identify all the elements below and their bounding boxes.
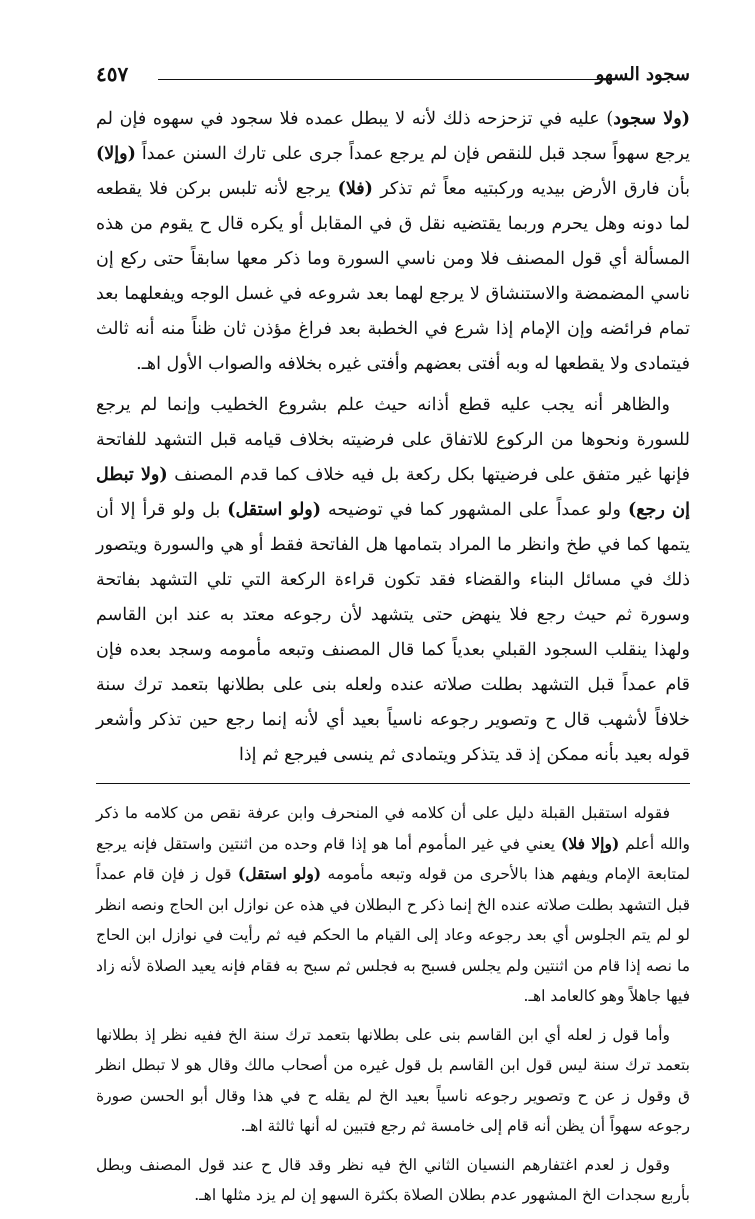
text-run: ) عليه في تزحزحه ذلك لأنه لا يبطل عمده فلا سجود في سهوه فإن لم يرجع سهواً سجد قبل للنقص فإن لم يرجع عمداً جرى على تارك السنن عمداً	[96, 109, 690, 164]
text-run: بل ولو قرأ إلا أن يتمها كما في طخ وانظر ما المراد بتمامها هل الفاتحة فقط أو هي والسورة ويتصور ذلك في مسائل البناء والقضاء فقد تكون قراءة الركعة التي تلي التشهد بفاتحة وسورة ثم حيث رجع فلا ينهض حتى يتشهد لأن رجوعه معتد به عند ابن القاسم ولهذا ينقلب السجود القبلي بعدياً كما قال المصنف وتبعه مأمومه وسجد بعده فإن قام عمداً قبل التشهد بطلت صلاته عنده ولعله بنى على بطلانها بتعمد ترك سنة خلافاً لأشهب قال ح وتصوير رجوعه ناسياً بعيد أي لأنه إنما رجع حين تذكر وأشعر قوله بعيد بأنه ممكن إذ قد يتذكر ويتمادى ثم ينسى فيرجع ثم إذا	[96, 500, 690, 765]
main-paragraph-2	[96, 388, 690, 773]
page	[96, 64, 690, 1219]
footnote-divider	[96, 783, 690, 784]
highlight-term: (فلا)	[337, 179, 373, 199]
highlight-term: (ولو استقل)	[227, 500, 322, 520]
text-run: بأن فارق الأرض بيديه وركبتيه معاً ثم تذكر	[372, 179, 690, 199]
notes-section	[96, 798, 690, 1211]
text-run: يرجع لأنه تلبس بركن فلا يقطعه لما دونه وهل يحرم وربما يقتضيه نقل ق في المقابل أو يكره قال ح يقوم من هذه المسألة أي قول المصنف فلا ومن ناسي السورة وما ذكر معها سابقاً حتى ركع إن ناسي المضمضة والاستنشاق لا يرجع لهما بعد شروعه في غسل الوجه ويفعلهما بعد تمام فرائضه وإن الإمام إذا شرع في الخطبة بعد فراغ مؤذن ثان ظناً منه أنه ثالث فيتمادى ولا يقطعها له وبه أفتى بعضهم وأفتى غيره بخلافه والصواب الأول اهـ.	[96, 179, 690, 374]
text-run: قول ز فإن قام عمداً قبل التشهد بطلت صلاته عنده الخ إنما ذكر ح البطلان في هذه عن نوازل ابن الحاج ونصه انظر لو لم يتم الجلوس أي بعد رجوعه وعاد إلى القيام ما الحكم فيه ثم رأيت في نوازل ابن الحاج ما نصه إذا قام من اثنتين ولم يجلس فسبح به فجلس ثم سبح به فقام فإنه يعيد الصلاة لأنه زاد فيها جاهلاً وهو كالعامد اهـ.	[96, 865, 691, 1005]
main-paragraph-1	[96, 102, 690, 382]
note-paragraph-1	[96, 798, 690, 1012]
header-rule	[158, 79, 598, 80]
note-paragraph-2: وأما قول ز لعله أي ابن القاسم بنى على بطلانها بتعمد ترك سنة الخ ففيه نظر إذ بطلانها بتعمد ترك سنة ليس قول ابن القاسم بل قول غيره من أصحاب مالك وقال هو لا تبطل انظر ق وقول ز عن ح وتصوير رجوعه ناسياً بعيد الخ لم يقله ح في هذا وقال أبو الحسن صورة رجوعه سهواً أن يظن أنه قام إلى خامسة ثم رجع فتبين له أنها ثالثة اهـ.	[96, 1025, 690, 1135]
text-run: والظاهر أنه يجب عليه قطع أذانه حيث علم بشروع الخطيب وإنما لم يرجع للسورة ونحوها من الركوع للاتفاق على فرضيته بخلاف قيامه قبل التشهد للفاتحة فإنها غير متفق على فرضيتها بكل ركعة بل فيه خلاف كما قدم المصنف	[96, 395, 690, 485]
text-run: فقوله استقبل القبلة دليل على أن كلامه في المنحرف وابن عرفة نقص من كلامه ما ذكر والله أعلم	[96, 804, 691, 853]
highlight-term: (ولو استقل)	[237, 864, 322, 883]
note-paragraph-3: وقول ز لعدم اغتفارهم النسيان الثاني الخ فيه نظر وقد قال ح عند قول المصنف وبطل بأربع سجدات الخ المشهور عدم بطلان الصلاة بكثرة السهو إن لم يزد مثلها اهـ.	[96, 1155, 690, 1204]
text-run: يعني في غير المأموم أما هو إذا قام وحده من اثنتين واستقل فإنه يرجع لمتابعة الإمام ويفهم هذا بالأحرى من قوله وتبعه مأمومه	[96, 834, 690, 883]
highlight-term: (ولا تبطل إن رجع)	[96, 465, 691, 520]
page-header	[96, 64, 690, 92]
highlight-term: (وإلا فلا)	[561, 833, 620, 853]
page-number: ٤٥٧	[96, 62, 129, 86]
highlight-term: ولا سجود	[613, 109, 682, 129]
running-title: سجود السهو	[595, 64, 690, 85]
main-text	[96, 102, 690, 773]
highlight-term: (وإلا)	[96, 144, 136, 164]
bracket: (	[681, 109, 690, 129]
text-run: ولو عمداً على المشهور كما في توضيحه	[321, 500, 628, 520]
